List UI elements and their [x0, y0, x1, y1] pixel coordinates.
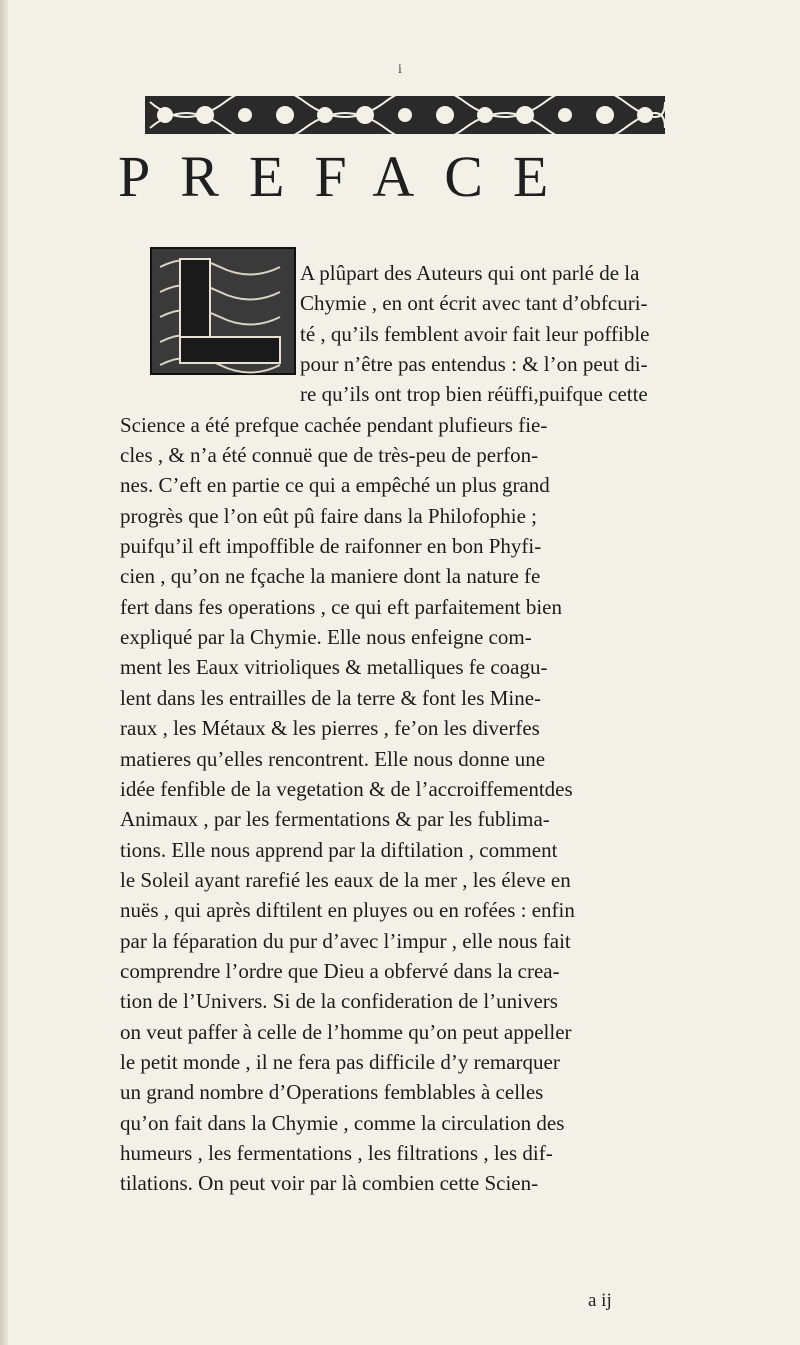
text-line: idée fenfible de la vegetation & de l’accroiffementdes [120, 776, 573, 801]
text-line: un grand nombre d’Operations femblables à celles [120, 1080, 544, 1105]
preface-body [120, 258, 680, 1199]
text-line: nuës , qui après diftilent en pluyes ou en rofées : enfin [120, 898, 575, 923]
text-line: nes. C’eft en partie ce qui a empêché un plus grand [120, 473, 550, 498]
text-line: puifqu’il eft impoffible de raifonner en bon Phyfi- [120, 534, 542, 559]
text-line: Science a été prefque cachée pendant plufieurs fie- [120, 412, 548, 437]
text-line: progrès que l’on eût pû faire dans la Philofophie ; [120, 503, 537, 528]
page-title: PREFACE [118, 144, 579, 209]
text-line: Chymie , en ont écrit avec tant d’obfcuri- [300, 291, 648, 316]
text-line: tilations. On peut voir par là combien cette Scien- [120, 1171, 539, 1196]
text-line: ment les Eaux vitrioliques & metalliques fe coagu- [120, 655, 548, 680]
text-line: re qu’ils ont trop bien réüffi,puifque cette [300, 382, 648, 407]
text-line: tion de l’Univers. Si de la confideration de l’univers [120, 989, 558, 1014]
text-line: A plûpart des Auteurs qui ont parlé de la [300, 261, 640, 285]
text-line: té , qu’ils femblent avoir fait leur poffible [300, 321, 650, 346]
text-line: humeurs , les fermentations , les filtrations , les dif- [120, 1140, 553, 1165]
text-line: raux , les Métaux & les pierres , fe’on les diverfes [120, 716, 540, 741]
text-line: qu’on fait dans la Chymie , comme la circulation des [120, 1110, 565, 1135]
text-line: on veut paffer à celle de l’homme qu’on peut appeller [120, 1019, 572, 1044]
text-line: comprendre l’ordre que Dieu a obfervé dans la crea- [120, 958, 560, 983]
text-line: lent dans les entrailles de la terre & font les Mine- [120, 685, 542, 710]
text-line: cles , & n’a été connuë que de très-peu de perfon- [120, 443, 539, 468]
text-line: le petit monde , il ne fera pas difficile d’y remarquer [120, 1049, 560, 1074]
signature-mark: a ij [588, 1290, 612, 1311]
text-line: Animaux , par les fermentations & par les fublima- [120, 807, 550, 832]
text-line: par la féparation du pur d’avec l’impur , elle nous fait [120, 928, 571, 953]
text-line: matieres qu’elles rencontrent. Elle nous donne une [120, 746, 546, 771]
text-line: expliqué par la Chymie. Elle nous enfeigne com- [120, 625, 532, 650]
text-line: cien , qu’on ne fçache la maniere dont la nature fe [120, 564, 541, 589]
top-mark: i [398, 62, 402, 77]
ornamental-header-band [145, 92, 665, 138]
page-binding-edge [0, 0, 8, 1345]
text-line: le Soleil ayant rarefié les eaux de la mer , les éleve en [120, 867, 571, 892]
text-line: pour n’être pas entendus : & l’on peut di- [300, 352, 648, 377]
text-line: fert dans fes operations , ce qui eft parfaitement bien [120, 594, 562, 619]
text-line: tions. Elle nous apprend par la diftilation , comment [120, 837, 558, 862]
